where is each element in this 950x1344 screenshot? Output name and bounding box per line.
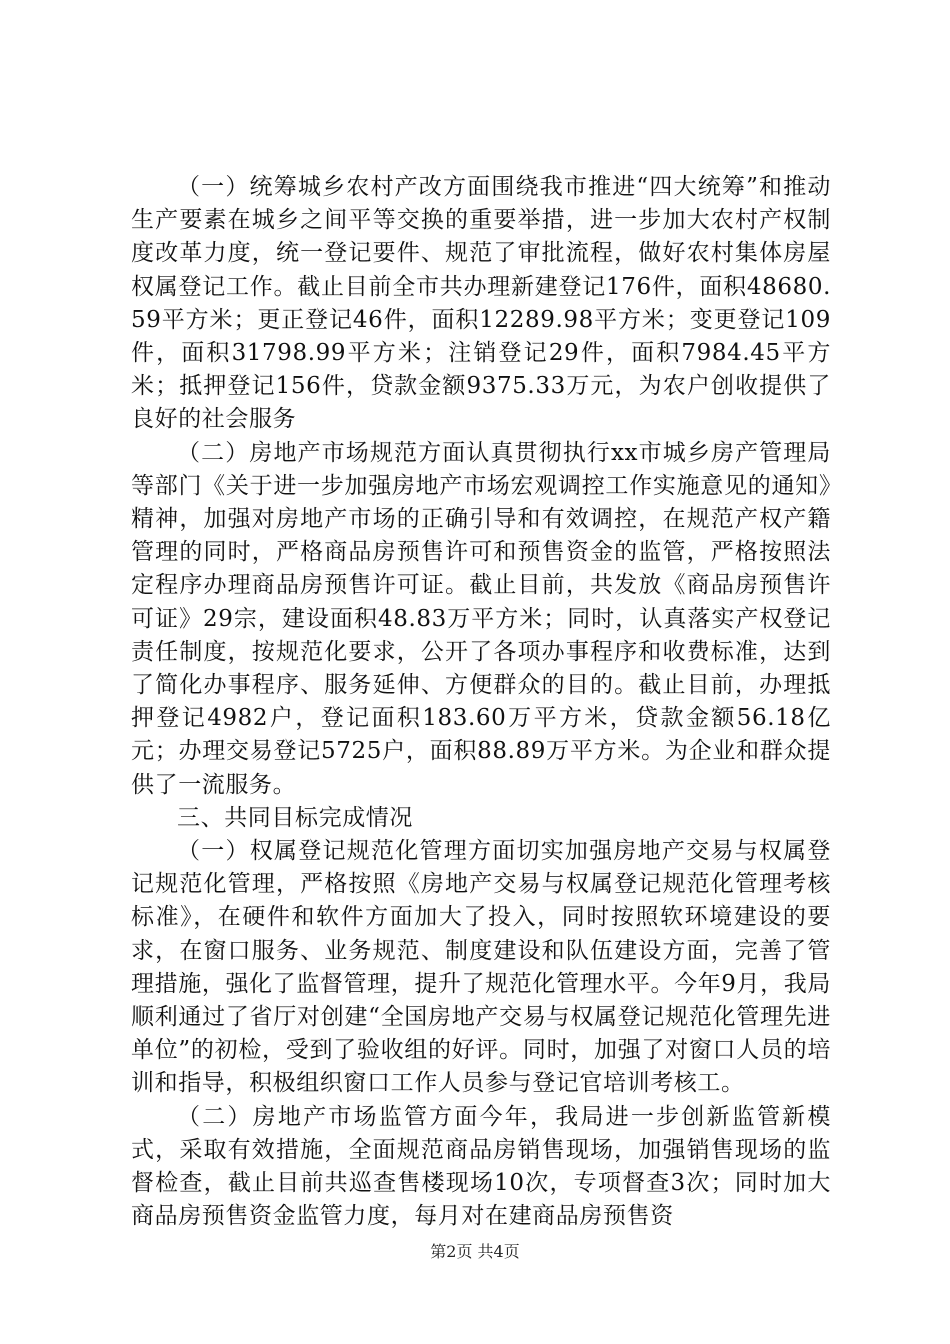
page-number-footer: 第2页 共4页 bbox=[430, 1242, 520, 1261]
paragraph-rural-reform: （一）统筹城乡农村产改方面围绕我市推进“四大统筹”和推动生产要素在城乡之间平等交换的重要举措，进一步加大农村产权制度改革力度，统一登记要件、规范了审批流程，做好农村集体房屋权属登记工作。截止目前全市共办理新建登记176件，面积48680.59平方米；更正登记46件，面积12289.98平方米；变更登记109件，面积31798.99平方米；注销登记29件，面积7984.45平方米；抵押登记156件，贷款金额9375.33万元，为农户创收提供了良好的社会服务 bbox=[131, 174, 831, 433]
section-heading-common-goals: 三、共同目标完成情况 bbox=[177, 804, 413, 831]
paragraph-registration-management: （一）权属登记规范化管理方面切实加强房地产交易与权属登记规范化管理，严格按照《房地产交易与权属登记规范化管理考核标准》，在硬件和软件方面加大了投入，同时按照软环境建设的要求，在窗口服务、业务规范、制度建设和队伍建设方面，完善了管理措施，强化了监督管理，提升了规范化管理水平。今年9月，我局顺利通过了省厅对创建“全国房地产交易与权属登记规范化管理先进单位”的初检，受到了验收组的好评。同时，加强了对窗口人员的培训和指导，积极组织窗口工作人员参与登记官培训考核工。 bbox=[131, 838, 831, 1097]
paragraph-market-regulation: （二）房地产市场规范方面认真贯彻执行xx市城乡房产管理局等部门《关于进一步加强房地产市场宏观调控工作实施意见的通知》精神，加强对房地产市场的正确引导和有效调控，在规范产权产籍管理的同时，严格商品房预售许可和预售资金的监管，严格按照法定程序办理商品房预售许可证。截止目前，共发放《商品房预售许可证》29宗，建设面积48.83万平方米；同时，认真落实产权登记责任制度，按规范化要求，公开了各项办事程序和收费标准，达到了简化办事程序、服务延伸、方便群众的目的。截止目前，办理抵押登记4982户，登记面积183.60万平方米，贷款金额56.18亿元；办理交易登记5725户，面积88.89万平方米。为企业和群众提供了一流服务。 bbox=[131, 439, 831, 798]
document-body bbox=[131, 171, 831, 1234]
paragraph-market-supervision: （二）房地产市场监管方面今年，我局进一步创新监管新模式，采取有效措施，全面规范商品房销售现场，加强销售现场的监督检查，截止目前共巡查售楼现场10次，专项督查3次；同时加大商品房预售资金监管力度，每月对在建商品房预售资 bbox=[131, 1103, 831, 1230]
